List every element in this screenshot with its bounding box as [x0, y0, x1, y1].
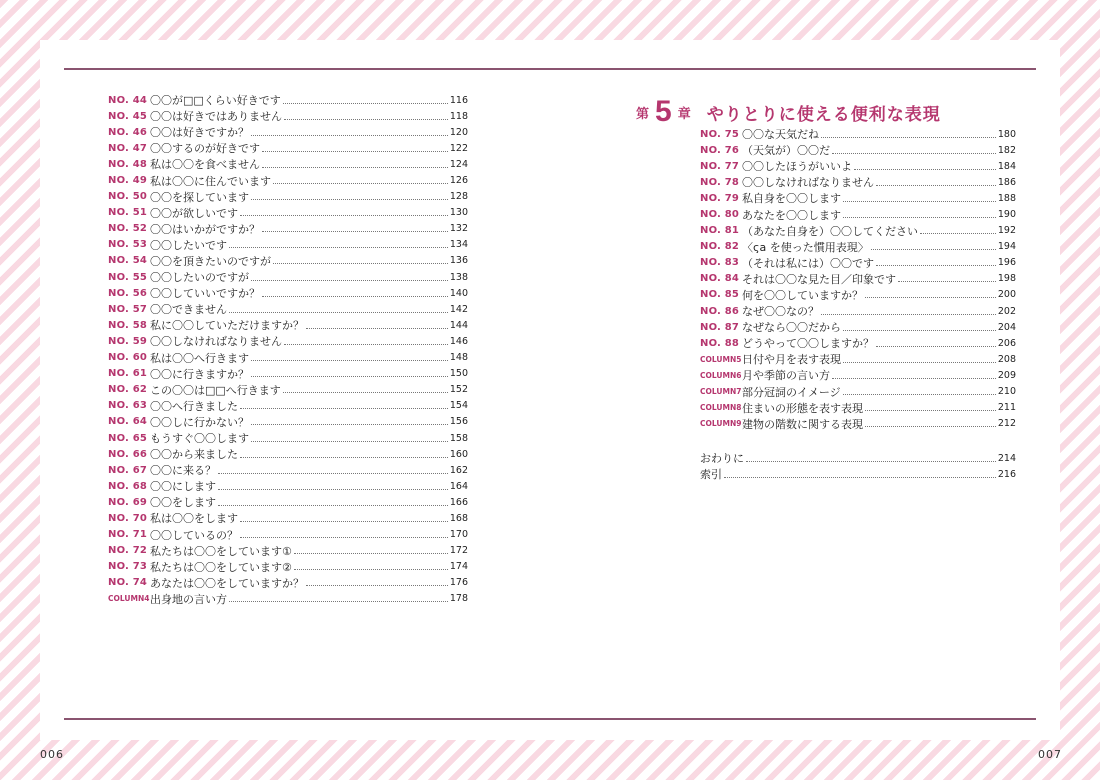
- dot-leader: [218, 473, 448, 474]
- entry-number: NO. 84: [700, 273, 740, 285]
- entry-number: NO. 62: [108, 384, 148, 396]
- dot-leader: [240, 521, 448, 522]
- toc-entry[interactable]: [700, 351, 1016, 367]
- toc-right-column: [700, 126, 1016, 432]
- entry-title: 〇〇したいのですが: [150, 271, 249, 285]
- bottom-rule: [64, 718, 1036, 720]
- top-rule: [64, 68, 1036, 70]
- toc-entry[interactable]: [108, 494, 468, 510]
- entry-title: 〇〇な天気だね: [742, 128, 819, 142]
- entry-title: 部分冠詞のイメージ: [742, 385, 841, 399]
- entry-page-number: 211: [997, 402, 1016, 414]
- toc-entry[interactable]: [108, 382, 468, 398]
- entry-number: NO. 53: [108, 239, 148, 251]
- dot-leader: [218, 489, 448, 490]
- entry-page-number: 188: [997, 192, 1016, 204]
- entry-number: COLUMN4: [108, 594, 150, 604]
- dot-leader: [240, 537, 448, 538]
- entry-number: NO. 74: [108, 577, 148, 589]
- dot-leader: [284, 344, 448, 345]
- dot-leader: [821, 314, 996, 315]
- dot-leader: [871, 249, 996, 250]
- entry-number: NO. 59: [108, 335, 148, 347]
- entry-number: NO. 78: [700, 176, 740, 188]
- entry-number: NO. 46: [108, 126, 148, 138]
- entry-number: NO. 44: [108, 94, 148, 106]
- toc-entry[interactable]: [108, 559, 468, 575]
- entry-title: 〇〇したほうがいいよ: [742, 160, 852, 174]
- toc-entry[interactable]: [108, 430, 468, 446]
- entry-page-number: 150: [449, 368, 468, 380]
- entry-number: COLUMN5: [700, 354, 742, 364]
- entry-page-number: 138: [449, 271, 468, 283]
- toc-entry[interactable]: [700, 466, 1016, 482]
- entry-number: NO. 58: [108, 319, 148, 331]
- toc-entry[interactable]: [108, 414, 468, 430]
- dot-leader: [273, 183, 448, 184]
- entry-number: NO. 55: [108, 271, 148, 283]
- entry-title: 〇〇が□□くらい好きです: [150, 94, 281, 108]
- entry-page-number: 214: [997, 452, 1016, 464]
- dot-leader: [251, 441, 448, 442]
- entry-number: NO. 80: [700, 209, 740, 221]
- entry-page-number: 156: [449, 416, 468, 428]
- dot-leader: [262, 231, 448, 232]
- dot-leader: [262, 296, 448, 297]
- entry-page-number: 198: [997, 273, 1016, 285]
- dot-leader: [240, 215, 448, 216]
- entry-number: NO. 49: [108, 175, 148, 187]
- entry-page-number: 132: [449, 223, 468, 235]
- entry-page-number: 142: [449, 303, 468, 315]
- entry-title: 私たちは〇〇をしています①: [150, 544, 292, 558]
- entry-page-number: 212: [997, 418, 1016, 430]
- dot-leader: [821, 137, 996, 138]
- dot-leader: [746, 461, 996, 462]
- toc-entry[interactable]: [108, 317, 468, 333]
- entry-number: NO. 56: [108, 287, 148, 299]
- dot-leader: [240, 408, 448, 409]
- entry-number: NO. 50: [108, 191, 148, 203]
- toc-entry[interactable]: [108, 591, 468, 607]
- toc-entry[interactable]: [700, 319, 1016, 335]
- toc-entry[interactable]: [108, 510, 468, 526]
- entry-page-number: 184: [997, 160, 1016, 172]
- entry-number: NO. 87: [700, 321, 740, 333]
- entry-title: あなたを〇〇します: [742, 208, 841, 222]
- chapter-title: やりとりに使える便利な表現: [706, 104, 941, 125]
- toc-entry[interactable]: [700, 255, 1016, 271]
- entry-page-number: 178: [449, 593, 468, 605]
- entry-title: （あなた自身を）〇〇してください: [742, 224, 918, 238]
- entry-number: NO. 52: [108, 223, 148, 235]
- entry-page-number: 160: [449, 448, 468, 460]
- entry-title: （それは私には）〇〇です: [742, 256, 874, 270]
- dot-leader: [898, 281, 996, 282]
- entry-page-number: 208: [997, 353, 1016, 365]
- entry-title: 〇〇しているの？: [150, 528, 238, 542]
- entry-title: 〇〇するのが好きです: [150, 142, 260, 156]
- toc-entry[interactable]: [700, 416, 1016, 432]
- entry-page-number: 134: [449, 239, 468, 251]
- dot-leader: [843, 217, 996, 218]
- entry-page-number: 128: [449, 191, 468, 203]
- entry-title: 〇〇に来る？: [150, 464, 216, 478]
- entry-page-number: 130: [449, 207, 468, 219]
- dot-leader: [843, 394, 996, 395]
- toc-extras: [700, 450, 1016, 482]
- entry-page-number: 190: [997, 209, 1016, 221]
- dot-leader: [294, 569, 448, 570]
- toc-entry[interactable]: [700, 126, 1016, 142]
- entry-title: 何を〇〇していますか？: [742, 288, 863, 302]
- dot-leader: [283, 103, 448, 104]
- entry-page-number: 204: [997, 321, 1016, 333]
- toc-entry[interactable]: [700, 190, 1016, 206]
- entry-number: COLUMN6: [700, 370, 742, 380]
- toc-entry[interactable]: [108, 285, 468, 301]
- entry-page-number: 124: [449, 158, 468, 170]
- entry-page-number: 148: [449, 352, 468, 364]
- entry-number: NO. 65: [108, 432, 148, 444]
- entry-title: 〇〇は好きではありません: [150, 110, 282, 124]
- toc-entry[interactable]: [108, 124, 468, 140]
- chapter-number: 5: [655, 95, 672, 128]
- dot-leader: [251, 135, 448, 136]
- entry-title: 〇〇にします: [150, 480, 216, 494]
- toc-left-column: [108, 92, 468, 607]
- toc-entry[interactable]: [108, 253, 468, 269]
- dot-leader: [843, 362, 996, 363]
- dot-leader: [218, 505, 448, 506]
- entry-title: あなたは〇〇をしていますか？: [150, 576, 304, 590]
- toc-entry[interactable]: [700, 303, 1016, 319]
- entry-page-number: 200: [997, 289, 1016, 301]
- entry-number: NO. 70: [108, 512, 148, 524]
- toc-entry[interactable]: [700, 174, 1016, 190]
- entry-page-number: 202: [997, 305, 1016, 317]
- toc-entry[interactable]: [108, 446, 468, 462]
- toc-entry[interactable]: [700, 384, 1016, 400]
- entry-title: 〇〇に行きますか？: [150, 367, 249, 381]
- entry-page-number: 196: [997, 257, 1016, 269]
- dot-leader: [262, 167, 448, 168]
- entry-title: 私たちは〇〇をしています②: [150, 560, 292, 574]
- entry-page-number: 210: [997, 386, 1016, 398]
- toc-entry[interactable]: [108, 478, 468, 494]
- dot-leader: [229, 312, 448, 313]
- entry-number: NO. 63: [108, 400, 148, 412]
- entry-page-number: 186: [997, 176, 1016, 188]
- chapter-prefix: 第: [636, 106, 650, 122]
- toc-entry[interactable]: [108, 462, 468, 478]
- entry-number: NO. 67: [108, 464, 148, 476]
- entry-title: 私は〇〇をします: [150, 512, 238, 526]
- dot-leader: [876, 265, 996, 266]
- entry-page-number: 146: [449, 335, 468, 347]
- entry-page-number: 194: [997, 241, 1016, 253]
- entry-page-number: 162: [449, 464, 468, 476]
- entry-number: NO. 54: [108, 255, 148, 267]
- toc-entry[interactable]: [700, 223, 1016, 239]
- entry-title: 私は〇〇を食べません: [150, 158, 260, 172]
- entry-number: COLUMN9: [700, 419, 742, 429]
- toc-entry[interactable]: [700, 335, 1016, 351]
- toc-entry[interactable]: [700, 400, 1016, 416]
- entry-title: 〇〇しなければなりません: [742, 176, 874, 190]
- dot-leader: [251, 199, 448, 200]
- entry-title: （天気が）〇〇だ: [742, 144, 830, 158]
- entry-page-number: 170: [449, 529, 468, 541]
- entry-title: この〇〇は□□へ行きます: [150, 383, 281, 397]
- chapter-heading: [636, 95, 941, 128]
- entry-number: NO. 47: [108, 142, 148, 154]
- entry-number: NO. 73: [108, 561, 148, 573]
- toc-entry[interactable]: [108, 140, 468, 156]
- entry-title: 住まいの形態を表す表現: [742, 401, 863, 415]
- entry-title: おわりに: [700, 452, 744, 466]
- entry-title: 〇〇へ行きました: [150, 399, 238, 413]
- toc-entry[interactable]: [108, 156, 468, 172]
- entry-page-number: 118: [449, 110, 468, 122]
- toc-entry[interactable]: [108, 205, 468, 221]
- toc-entry[interactable]: [108, 92, 468, 108]
- entry-number: COLUMN8: [700, 403, 742, 413]
- entry-title: 〇〇は好きですか？: [150, 126, 249, 140]
- entry-title: 〇〇を頂きたいのですが: [150, 254, 271, 268]
- dot-leader: [832, 378, 996, 379]
- entry-title: 〇〇していいですか？: [150, 287, 260, 301]
- entry-page-number: 168: [449, 512, 468, 524]
- entry-title: もうすぐ〇〇します: [150, 432, 249, 446]
- toc-entry[interactable]: [108, 366, 468, 382]
- dot-leader: [865, 410, 996, 411]
- entry-number: NO. 60: [108, 352, 148, 364]
- dot-leader: [876, 185, 996, 186]
- dot-leader: [251, 424, 448, 425]
- entry-page-number: 172: [449, 545, 468, 557]
- dot-leader: [865, 297, 996, 298]
- entry-title: 〈ςa を使った慣用表現〉: [742, 240, 869, 254]
- entry-number: NO. 68: [108, 480, 148, 492]
- toc-entry[interactable]: [700, 271, 1016, 287]
- entry-page-number: 209: [997, 369, 1016, 381]
- dot-leader: [262, 151, 448, 152]
- entry-number: NO. 45: [108, 110, 148, 122]
- entry-page-number: 144: [449, 319, 468, 331]
- entry-number: NO. 77: [700, 160, 740, 172]
- entry-title: 〇〇しなければなりません: [150, 335, 282, 349]
- toc-entry[interactable]: [700, 367, 1016, 383]
- entry-page-number: 166: [449, 496, 468, 508]
- toc-entry[interactable]: [700, 206, 1016, 222]
- dot-leader: [251, 280, 448, 281]
- entry-page-number: 140: [449, 287, 468, 299]
- toc-entry[interactable]: [108, 189, 468, 205]
- entry-page-number: 180: [997, 128, 1016, 140]
- entry-number: NO. 61: [108, 368, 148, 380]
- entry-page-number: 158: [449, 432, 468, 444]
- entry-page-number: 136: [449, 255, 468, 267]
- entry-title: 〇〇したいです: [150, 238, 227, 252]
- entry-title: 建物の階数に関する表現: [742, 417, 863, 431]
- dot-leader: [843, 201, 996, 202]
- entry-title: 〇〇はいかがですか？: [150, 222, 260, 236]
- entry-page-number: 122: [449, 142, 468, 154]
- entry-number: NO. 76: [700, 144, 740, 156]
- entry-page-number: 152: [449, 384, 468, 396]
- entry-page-number: 192: [997, 225, 1016, 237]
- entry-title: なぜなら〇〇だから: [742, 321, 841, 335]
- entry-title: 私は〇〇に住んでいます: [150, 174, 271, 188]
- entry-page-number: 154: [449, 400, 468, 412]
- entry-number: NO. 72: [108, 545, 148, 557]
- dot-leader: [273, 263, 448, 264]
- toc-entry[interactable]: [108, 527, 468, 543]
- entry-page-number: 176: [449, 577, 468, 589]
- toc-entry[interactable]: [108, 108, 468, 124]
- dot-leader: [854, 169, 996, 170]
- entry-page-number: 206: [997, 337, 1016, 349]
- entry-title: 私は〇〇へ行きます: [150, 351, 249, 365]
- entry-number: COLUMN7: [700, 387, 742, 397]
- dot-leader: [251, 376, 448, 377]
- dot-leader: [306, 585, 448, 586]
- dot-leader: [251, 360, 448, 361]
- toc-entry[interactable]: [700, 158, 1016, 174]
- entry-page-number: 182: [997, 144, 1016, 156]
- dot-leader: [832, 153, 996, 154]
- entry-title: 〇〇を探しています: [150, 190, 249, 204]
- entry-title: 〇〇をします: [150, 496, 216, 510]
- page-number-right: 007: [1038, 748, 1062, 761]
- dot-leader: [865, 426, 996, 427]
- dot-leader: [284, 119, 448, 120]
- toc-entry[interactable]: [700, 450, 1016, 466]
- entry-number: NO. 79: [700, 192, 740, 204]
- toc-entry[interactable]: [108, 543, 468, 559]
- entry-number: NO. 85: [700, 289, 740, 301]
- toc-entry[interactable]: [108, 237, 468, 253]
- entry-page-number: 216: [997, 468, 1016, 480]
- chapter-suffix: 章: [677, 106, 691, 122]
- entry-number: NO. 75: [700, 128, 740, 140]
- entry-title: 〇〇から来ました: [150, 448, 238, 462]
- toc-entry[interactable]: [108, 333, 468, 349]
- entry-page-number: 116: [449, 94, 468, 106]
- entry-title: 出身地の言い方: [150, 592, 227, 606]
- entry-title: どうやって〇〇しますか？: [742, 337, 874, 351]
- dot-leader: [876, 346, 996, 347]
- entry-page-number: 164: [449, 480, 468, 492]
- entry-title: 月や季節の言い方: [742, 369, 830, 383]
- entry-page-number: 120: [449, 126, 468, 138]
- toc-entry[interactable]: [108, 269, 468, 285]
- dot-leader: [240, 457, 448, 458]
- entry-number: NO. 81: [700, 225, 740, 237]
- entry-title: なぜ〇〇なの？: [742, 305, 819, 319]
- toc-entry[interactable]: [108, 350, 468, 366]
- entry-number: NO. 71: [108, 529, 148, 541]
- dot-leader: [843, 330, 996, 331]
- entry-number: NO. 83: [700, 257, 740, 269]
- toc-entry[interactable]: [108, 221, 468, 237]
- dot-leader: [294, 553, 448, 554]
- toc-entry[interactable]: [700, 287, 1016, 303]
- entry-title: 索引: [700, 468, 722, 482]
- toc-entry[interactable]: [700, 142, 1016, 158]
- entry-number: NO. 69: [108, 496, 148, 508]
- toc-entry[interactable]: [108, 172, 468, 188]
- entry-number: NO. 66: [108, 448, 148, 460]
- dot-leader: [306, 328, 448, 329]
- toc-entry[interactable]: [108, 398, 468, 414]
- dot-leader: [920, 233, 996, 234]
- toc-entry[interactable]: [700, 239, 1016, 255]
- entry-page-number: 126: [449, 175, 468, 187]
- entry-number: NO. 82: [700, 241, 740, 253]
- page-number-left: 006: [40, 748, 64, 761]
- entry-number: NO. 48: [108, 158, 148, 170]
- entry-title: 〇〇が欲しいです: [150, 206, 238, 220]
- entry-number: NO. 88: [700, 337, 740, 349]
- entry-title: 日付や月を表す表現: [742, 353, 841, 367]
- toc-entry[interactable]: [108, 575, 468, 591]
- dot-leader: [283, 392, 448, 393]
- entry-title: 私自身を〇〇します: [742, 192, 841, 206]
- entry-title: 〇〇できません: [150, 303, 227, 317]
- entry-number: NO. 57: [108, 303, 148, 315]
- entry-title: 私に〇〇していただけますか？: [150, 319, 304, 333]
- dot-leader: [229, 601, 448, 602]
- toc-entry[interactable]: [108, 301, 468, 317]
- entry-title: それは〇〇な見た目／印象です: [742, 272, 896, 286]
- dot-leader: [724, 477, 996, 478]
- entry-number: NO. 86: [700, 305, 740, 317]
- entry-number: NO. 64: [108, 416, 148, 428]
- entry-page-number: 174: [449, 561, 468, 573]
- dot-leader: [229, 247, 448, 248]
- entry-title: 〇〇しに行かない？: [150, 415, 249, 429]
- entry-number: NO. 51: [108, 207, 148, 219]
